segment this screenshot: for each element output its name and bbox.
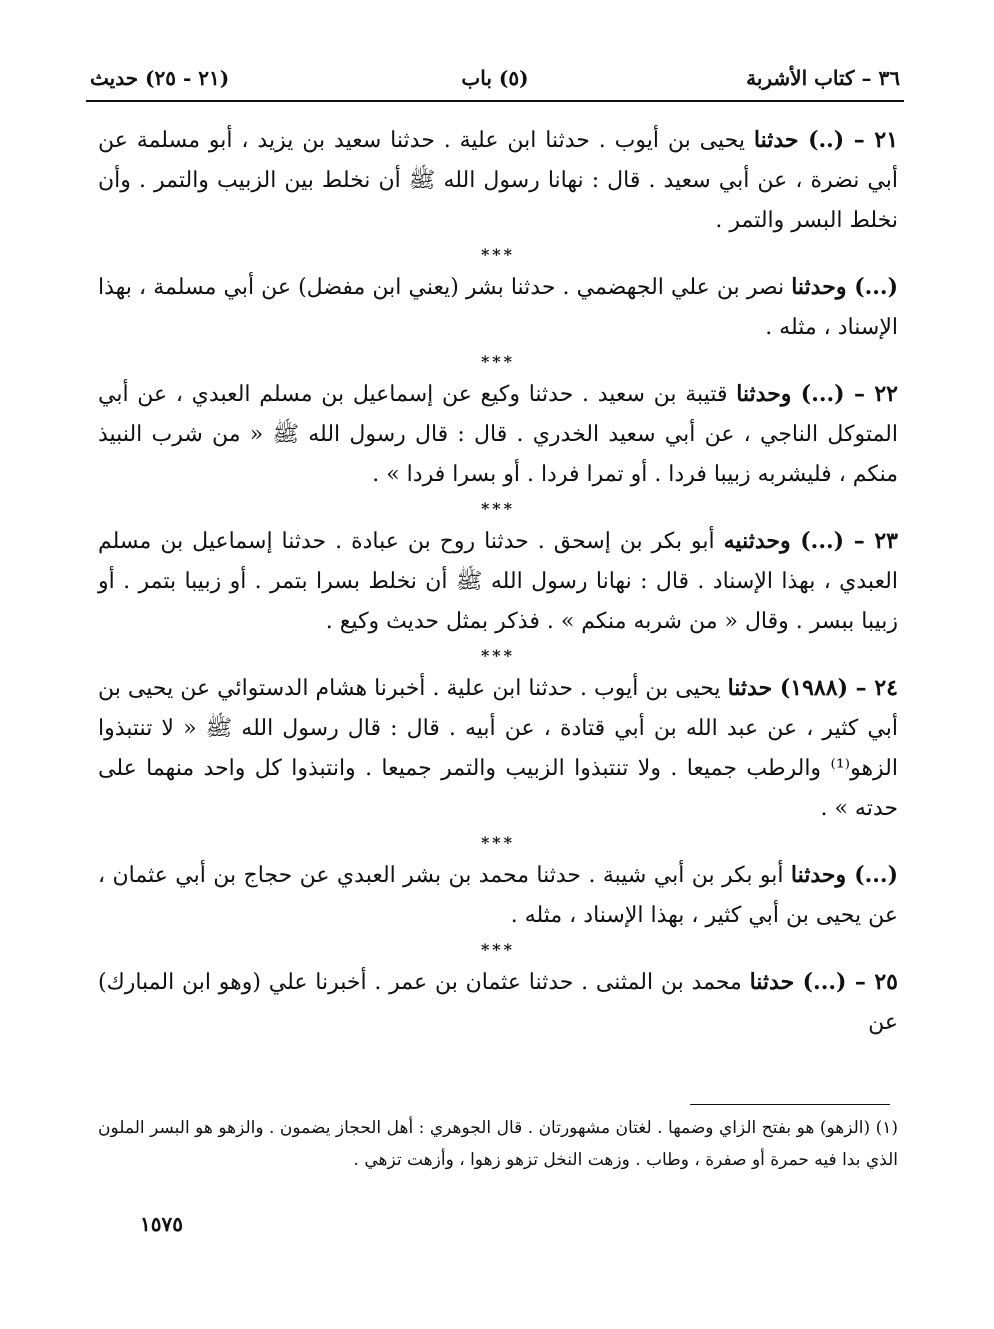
separator-stars: *** (480, 940, 516, 959)
footnote-divider (690, 1104, 890, 1105)
header-divider (86, 100, 904, 102)
hadith-body: نصر بن علي الجهضمي . حدثنا بشر (يعني ابن مفضل) عن أبي مسلمة ، بهذا الإسناد ، مثله . (98, 275, 898, 340)
hadith-lead: ٢٤ – (١٩٨٨) حدثنا (727, 675, 898, 701)
separator-stars: *** (480, 245, 516, 264)
hadith-text (98, 120, 898, 1043)
hadith-body: محمد بن المثنى . حدثنا عثمان بن عمر . أخبرنا علي (وهو ابن المبارك) عن (98, 970, 898, 1035)
hadith-lead: ٢١ – (..) حدثنا (753, 127, 899, 153)
hadith-body: أبو بكر بن إسحق . حدثنا روح بن عبادة . حدثنا إسماعيل بن مسلم العبدي ، بهذا الإسناد . قال : نهانا رسول الله ﷺ أن نخلط بسرا بتمر . أو زبيبا بتمر . أو زبيبا ببسر . وقال « من شربه منكم » . فذكر بمثل حديث وكيع . (98, 529, 898, 634)
hadith-range: (٢١ - ٢٥) حديث (90, 66, 230, 90)
separator-stars: *** (480, 499, 516, 518)
page-number: ١٥٧٥ (140, 1212, 183, 1236)
hadith-lead: ٢٥ – (...) حدثنا (749, 969, 898, 995)
hadith-paragraph (98, 855, 898, 936)
hadith-paragraph (98, 668, 898, 829)
footnote: (١) (الزهو) هو بفتح الزاي وضمها . لغتان مشهورتان . قال الجوهري : أهل الحجاز يضمون . والزهو هو البسر الملون الذي بدا فيه حمرة أو صفرة ، وطاب . وزهت النخل تزهو زهوا ، وأزهت تزهي . (98, 1118, 898, 1170)
hadith-body: يحيى بن أيوب . حدثنا ابن علية . حدثنا سعيد بن يزيد ، أبو مسلمة عن أبي نضرة ، عن أبي سعيد . قال : نهانا رسول الله ﷺ أن نخلط بين الزبيب والتمر . وأن نخلط البسر والتمر . (98, 128, 898, 233)
separator-stars: *** (480, 646, 516, 665)
page-header (90, 62, 900, 100)
hadith-paragraph (98, 521, 898, 642)
hadith-body: أبو بكر بن أبي شيبة . حدثنا محمد بن بشر العبدي عن حجاج بن أبي عثمان ، عن يحيى بن أبي كثير ، بهذا الإسناد ، مثله . (98, 863, 898, 928)
hadith-paragraph (98, 374, 898, 495)
hadith-body: قتيبة بن سعيد . حدثنا وكيع عن إسماعيل بن مسلم العبدي ، عن أبي المتوكل الناجي ، عن أبي سعيد الخدري . قال : قال رسول الله ﷺ « من شرب النبيذ منكم ، فليشربه زبيبا فردا . أو تمرا فردا . أو بسرا فردا » . (98, 382, 898, 487)
separator-stars: *** (480, 352, 516, 371)
hadith-lead: (...) وحدثنا (791, 274, 898, 300)
hadith-body: يحيى بن أيوب . حدثنا ابن علية . أخبرنا هشام الدستوائي عن يحيى بن أبي كثير ، عن عبد الله بن أبي قتادة ، عن أبيه . قال : قال رسول الله ﷺ « لا تنتبذوا الزهو⁽¹⁾ والرطب جميعا . ولا تنتبذوا الزبيب والتمر جميعا . وانتبذوا كل واحد منهما على حدته » . (98, 676, 898, 821)
hadith-lead: (...) وحدثنا (790, 862, 898, 888)
hadith-paragraph (98, 267, 898, 348)
hadith-paragraph (98, 962, 898, 1043)
hadith-lead: ٢٢ – (...) وحدثنا (736, 381, 898, 407)
section-title: (٥) باب (461, 66, 529, 90)
hadith-paragraph (98, 120, 898, 241)
separator-stars: *** (480, 833, 516, 852)
hadith-lead: ٢٣ – (...) وحدثنيه (723, 528, 898, 554)
chapter-title: ٣٦ – كتاب الأشربة (746, 66, 900, 90)
